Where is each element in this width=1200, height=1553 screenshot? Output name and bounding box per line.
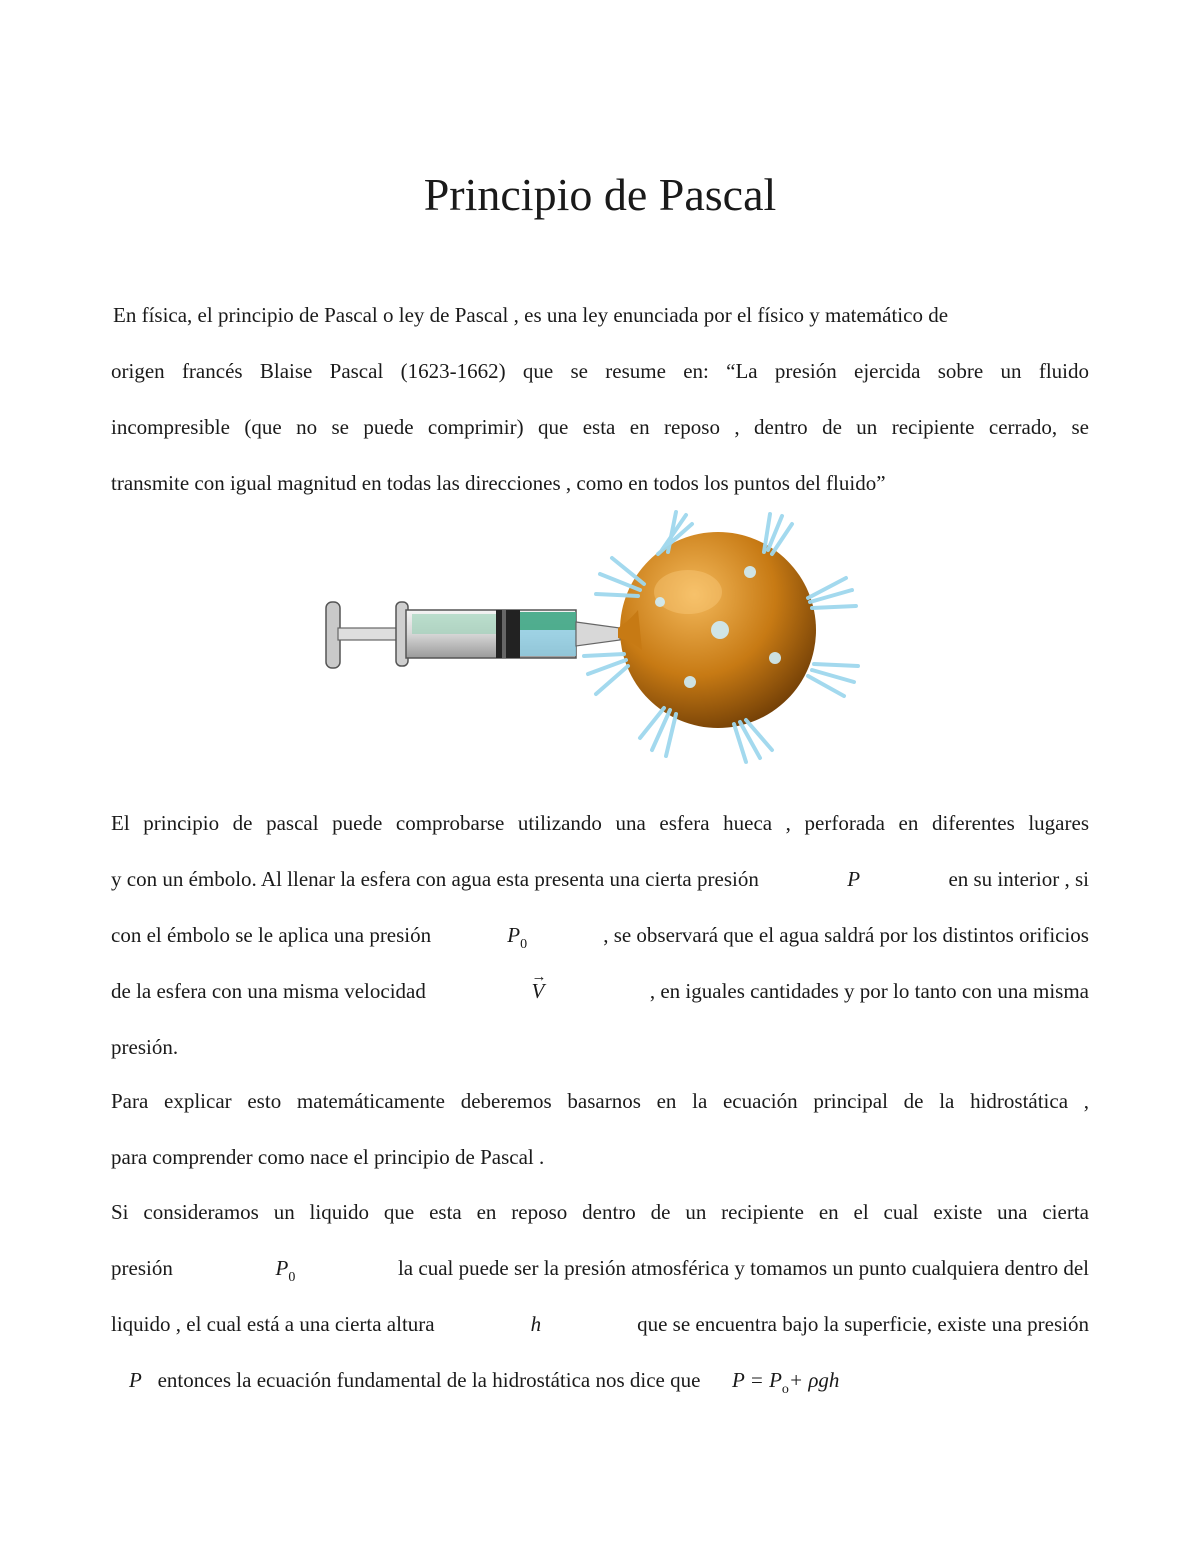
symbol-pressure-zero: $P_0$ <box>275 1256 296 1285</box>
hydrostatic-equation: $P = P_o+ \rho gh$ <box>731 1368 840 1397</box>
text-fragment: que se encuentra bajo la superficie, existe una presión <box>637 1312 1089 1336</box>
text-line <box>111 974 1089 1030</box>
symbol-velocity: → V <box>531 974 544 1030</box>
text-fragment: , se observará que el agua saldrá por los distintos orificios <box>603 923 1089 947</box>
text-fragment: de la esfera con una misma velocidad <box>111 979 426 1003</box>
text-line: para comprender como nace el principio de Pascal . <box>111 1145 545 1169</box>
text-line <box>111 1307 1089 1363</box>
pascal-syringe-illustration <box>320 510 865 765</box>
symbol-height: h <box>530 1312 542 1336</box>
text-line: Para explicar esto matemáticamente deberemos basarnos en la ecuación principal de la hidrostática , <box>111 1089 1089 1113</box>
text-line: incompresible (que no se puede comprimir) que esta en reposo , dentro de un recipiente cerrado, se <box>111 415 1089 439</box>
text-fragment: la cual puede ser la presión atmosférica y tomamos un punto cualquiera dentro del <box>397 1256 1089 1280</box>
text-line: En física, el principio de Pascal o ley de Pascal , es una ley enunciada por el físico y matemático de <box>113 303 949 327</box>
syringe-icon <box>326 602 620 668</box>
text-fragment: , en iguales cantidades y por lo tanto con una misma <box>649 979 1089 1003</box>
text-fragment: en su interior , si <box>948 867 1089 891</box>
symbol-pressure: P <box>847 867 861 891</box>
text-line: origen francés Blaise Pascal (1623-1662) que se resume en: “La presión ejercida sobre un fluido <box>111 359 1089 383</box>
paragraph-explanation <box>111 1084 1089 1196</box>
text-fragment: entonces la ecuación fundamental de la hidrostática nos dice que <box>157 1368 701 1392</box>
paragraph-hydrostatics <box>111 1195 1089 1419</box>
text-line: transmite con igual magnitud en todas las direcciones , como en todos los puntos del fluido” <box>111 471 886 495</box>
text-line: presión. <box>111 1035 179 1059</box>
paragraph-intro <box>111 298 1089 522</box>
text-fragment: y con un émbolo. Al llenar la esfera con agua esta presenta una cierta presión <box>111 867 759 891</box>
page-title: Principio de Pascal <box>423 169 777 220</box>
text-fragment: presión <box>111 1256 173 1280</box>
paragraph-demonstration <box>111 806 1089 1086</box>
text-line <box>111 1251 1089 1307</box>
text-fragment: con el émbolo se le aplica una presión <box>111 923 432 947</box>
symbol-pressure-zero: $P_0$ <box>507 923 528 952</box>
text-line <box>111 1363 1089 1419</box>
text-line: El principio de pascal puede comprobarse utilizando una esfera hueca , perforada en diferentes lugares <box>111 811 1089 835</box>
symbol-pressure: P <box>129 1368 142 1392</box>
text-line <box>111 862 1089 918</box>
text-line: Si consideramos un liquido que esta en reposo dentro de un recipiente en el cual existe una cierta <box>111 1200 1089 1224</box>
text-line <box>111 918 1089 974</box>
text-fragment: liquido , el cual está a una cierta altura <box>111 1312 435 1336</box>
